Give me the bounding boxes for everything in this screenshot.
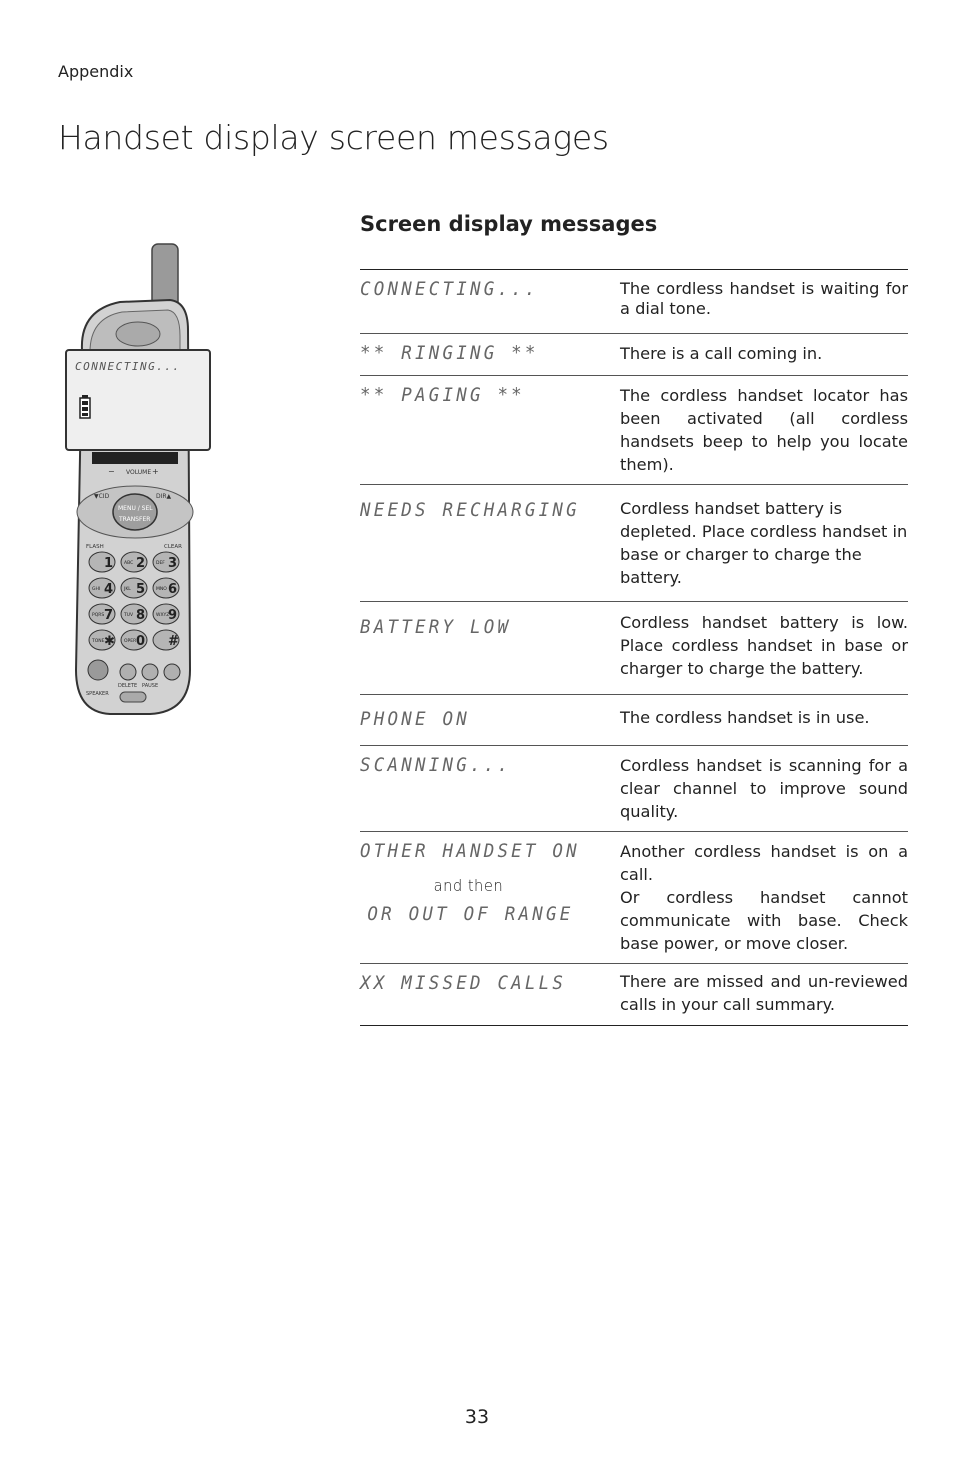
cordless-handset-illustration <box>60 240 220 720</box>
svg-text:1: 1 <box>104 556 114 571</box>
svg-text:OPER: OPER <box>124 639 137 644</box>
screen-message-code-secondary: OR OUT OF RANGE <box>367 903 574 925</box>
code-joiner: and then <box>433 876 504 895</box>
message-description: Cordless handset battery is low. Place cordless handset in base or charger to charge the battery. <box>620 613 908 678</box>
screen-message-code: SCANNING... <box>360 754 512 776</box>
message-description-line2: Or cordless handset cannot communicate with base. Check base power, or move closer. <box>620 888 908 953</box>
keypad-key <box>121 630 147 650</box>
keypad-key <box>89 578 115 598</box>
svg-text:DELETE: DELETE <box>118 683 138 689</box>
svg-text:MNO: MNO <box>156 587 167 592</box>
table-title: Screen display messages <box>360 212 658 236</box>
screen-message-code: NEEDS RECHARGING <box>360 499 580 521</box>
svg-text:TONE: TONE <box>92 639 105 644</box>
svg-text:5: 5 <box>136 582 146 597</box>
svg-text:PAUSE: PAUSE <box>142 683 159 689</box>
message-description: The cordless handset locator has been activated (all cordless handsets beep to help you locate them). <box>620 386 908 474</box>
svg-text:#: # <box>168 634 179 649</box>
keypad-key <box>153 630 179 650</box>
message-description: Cordless handset is scanning for a clear channel to improve sound quality. <box>620 756 908 821</box>
svg-text:FLASH: FLASH <box>86 544 104 550</box>
screen-message-code-primary: OTHER HANDSET ON <box>360 840 580 862</box>
keypad-key <box>89 630 115 650</box>
message-description: The cordless handset is in use. <box>620 708 870 727</box>
table-row <box>360 270 908 333</box>
svg-text:DEF: DEF <box>156 561 165 566</box>
svg-text:DIR▲: DIR▲ <box>156 493 172 500</box>
screen-message-code: CONNECTING... <box>360 278 539 300</box>
svg-text:TRANSFER: TRANSFER <box>119 516 151 523</box>
svg-text:CLEAR: CLEAR <box>164 544 182 550</box>
table-row <box>360 484 908 601</box>
keypad-key <box>121 578 147 598</box>
table-row <box>360 333 908 375</box>
table-row <box>360 745 908 831</box>
screen-message-code: ** RINGING ** <box>360 342 539 364</box>
keypad-key <box>153 578 179 598</box>
svg-text:✱: ✱ <box>104 634 115 649</box>
table-row <box>360 375 908 484</box>
svg-text:6: 6 <box>168 582 178 597</box>
svg-text:0: 0 <box>136 634 146 649</box>
table-row <box>360 694 908 745</box>
message-description: The cordless handset is waiting for a dial tone. <box>620 279 908 318</box>
section-label: Appendix <box>58 62 134 81</box>
page-number: 33 <box>464 1406 490 1428</box>
svg-text:WXYZ: WXYZ <box>156 613 170 618</box>
keypad-key <box>153 604 179 624</box>
message-description: There are missed and un-reviewed calls in your call summary. <box>620 972 908 1014</box>
keypad-key <box>153 552 179 572</box>
svg-text:▼CID: ▼CID <box>94 493 110 500</box>
screen-message-code <box>360 832 599 963</box>
svg-text:2: 2 <box>136 556 146 571</box>
screen-message-code: PHONE ON <box>360 708 470 730</box>
svg-text:TUV: TUV <box>124 613 134 618</box>
message-description <box>620 832 908 963</box>
svg-text:4: 4 <box>104 582 114 597</box>
svg-text:+: + <box>152 467 159 476</box>
keypad-key <box>89 604 115 624</box>
screen-message-code: BATTERY LOW <box>360 616 512 638</box>
svg-text:PQRS: PQRS <box>92 613 105 618</box>
svg-text:8: 8 <box>136 608 146 623</box>
svg-text:MENU / SEL: MENU / SEL <box>118 505 153 512</box>
table-row <box>360 831 908 963</box>
handset-screen-text: CONNECTING... <box>75 360 181 373</box>
svg-text:−: − <box>108 467 115 476</box>
page-title: Handset display screen messages <box>58 118 609 157</box>
svg-text:VOLUME: VOLUME <box>126 469 152 476</box>
svg-text:ABC: ABC <box>124 561 134 566</box>
table-row <box>360 601 908 694</box>
screen-message-code: ** PAGING ** <box>360 384 525 406</box>
message-description: There is a call coming in. <box>620 344 823 363</box>
messages-table <box>360 269 908 1026</box>
message-description: Cordless handset battery is depleted. Place cordless handset in base or charger to charge the battery. <box>620 499 908 587</box>
svg-text:SPEAKER: SPEAKER <box>86 691 109 697</box>
svg-text:JKL: JKL <box>124 587 131 592</box>
battery-icon <box>80 395 90 418</box>
svg-text:9: 9 <box>168 608 178 623</box>
message-description-line1: Another cordless handset is on a call. <box>620 842 908 884</box>
keypad-key <box>121 552 147 572</box>
keypad-key <box>89 552 115 572</box>
screen-message-code: XX MISSED CALLS <box>360 972 567 994</box>
svg-text:3: 3 <box>168 556 178 571</box>
svg-text:7: 7 <box>104 608 114 623</box>
table-row <box>360 963 908 1025</box>
keypad-key <box>121 604 147 624</box>
svg-text:GHI: GHI <box>92 587 101 592</box>
